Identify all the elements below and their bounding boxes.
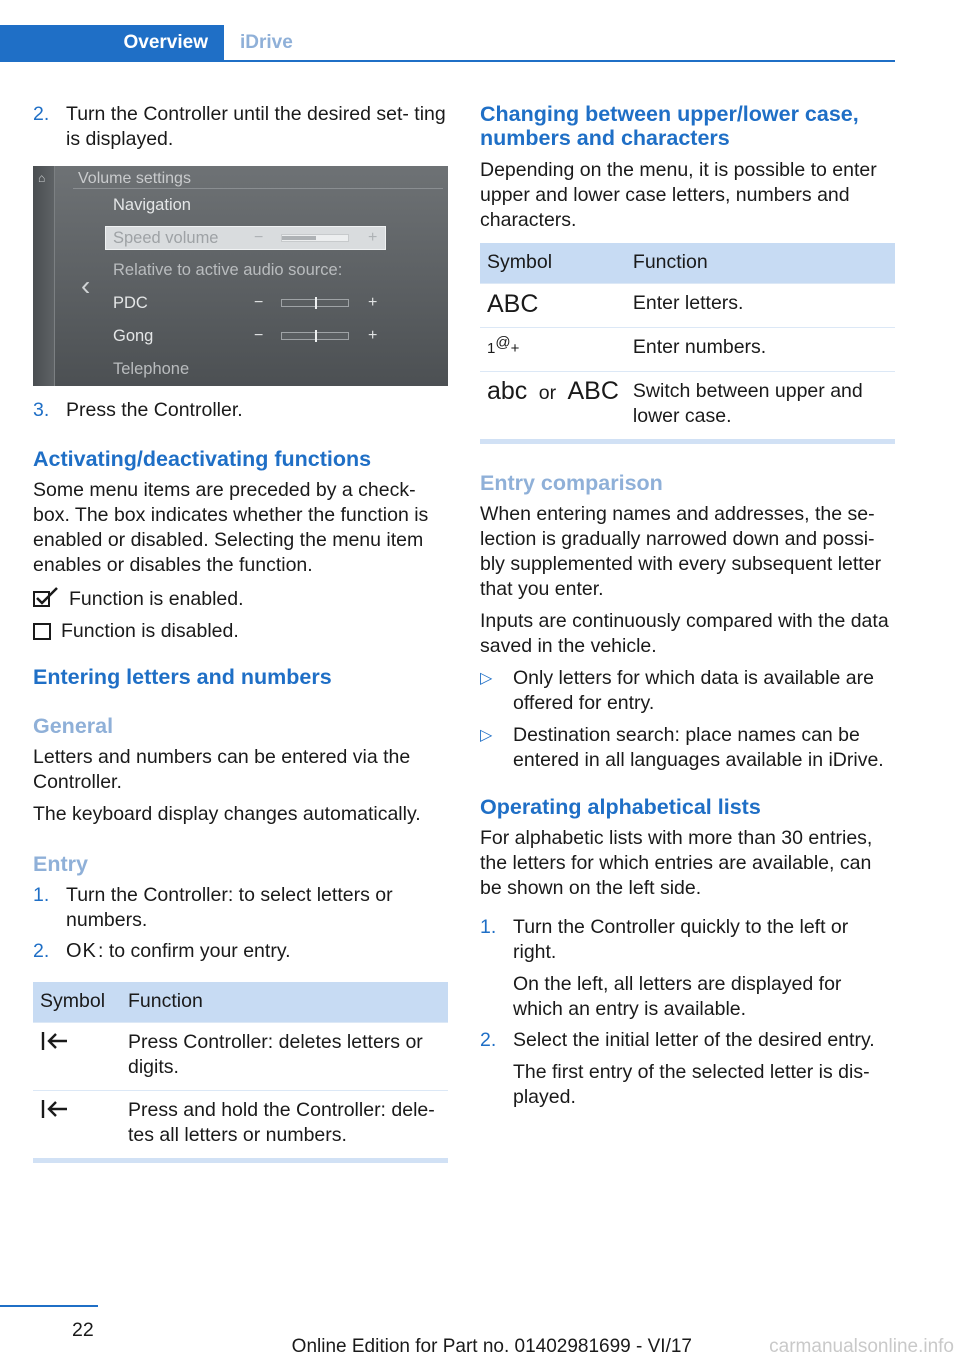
- heading-alphabetical: Operating alphabetical lists: [480, 794, 761, 819]
- paragraph-alphabetical: For alphabetic lists with more than 30 entries, the letters for which entries are available, can be shown on the left side.: [480, 826, 873, 899]
- minus-icon: −: [254, 294, 264, 311]
- table-header-function: Function: [626, 243, 895, 283]
- delete-icon: [33, 1090, 121, 1160]
- plus-icon: +: [368, 327, 378, 344]
- step-number: 2.: [480, 1028, 497, 1051]
- step-3: [33, 398, 448, 423]
- heading-changing: Changing between upper/lower case, numbers and characters: [480, 102, 859, 150]
- table-cell-function: Switch between upper and lower case.: [626, 371, 895, 441]
- paragraph-general-2: The keyboard display changes automatically.: [33, 803, 421, 825]
- tab-overview[interactable]: Overview: [0, 25, 224, 60]
- tab-idrive[interactable]: iDrive: [240, 32, 293, 53]
- step-2: [33, 102, 448, 152]
- bullet-triangle-icon: ▷: [480, 669, 493, 687]
- step-text: Press the Controller.: [66, 399, 243, 421]
- step-text: Turn the Controller: to select letters or numbers.: [66, 884, 393, 931]
- delete-icon: [33, 1022, 121, 1090]
- table-row: [480, 371, 895, 441]
- right-column: [480, 102, 895, 1116]
- heading-entering: Entering letters and numbers: [33, 665, 332, 689]
- step-text: Turn the Controller until the desired set‐ ting is displayed.: [66, 103, 446, 150]
- pdc-slider: [281, 299, 349, 307]
- table-header-row: [33, 982, 448, 1022]
- step-number: 1.: [33, 884, 50, 906]
- speed-volume-slider: [281, 234, 349, 242]
- step-number: 2.: [33, 103, 50, 125]
- table-header-function: Function: [121, 982, 448, 1022]
- heading-activating: Activating/deactivating functions: [33, 447, 372, 471]
- menu-item-label: Speed volume: [113, 229, 219, 247]
- menu-item-gong: Gong: [113, 327, 154, 345]
- minus-icon: −: [254, 229, 264, 246]
- paragraph-changing: Depending on the menu, it is possible to enter upper and lower case letters, numbers and characters.: [480, 159, 877, 231]
- plus-icon: +: [368, 294, 378, 311]
- alpha-step-1: 1. Turn the Controller quickly to the left or right. On the left, all letters are displayed for which an entry is available.: [480, 915, 849, 1020]
- table-header-symbol: Symbol: [33, 982, 121, 1022]
- abc-upper-icon: ABC: [567, 376, 619, 405]
- plus-icon: +: [368, 229, 378, 246]
- abc-upper-icon: ABC: [480, 283, 626, 327]
- volume-settings-screenshot: [33, 166, 448, 386]
- edition-footer: Online Edition for Part no. 01402981699 - VI/17: [291, 1336, 692, 1357]
- page-number-rule: [0, 1305, 98, 1307]
- entry-step-1: [33, 883, 448, 933]
- home-icon: ⌂: [38, 171, 46, 185]
- menu-item-pdc: PDC: [113, 294, 148, 312]
- step-text: : to confirm your entry.: [98, 940, 291, 962]
- step-number: 3.: [33, 399, 50, 421]
- paragraph-activating: Some menu items are preceded by a check‐ box. The box indicates whether the function is enabled or disabled. Selecting the menu item enables or disables the function.: [33, 479, 429, 576]
- table-row: [33, 1090, 448, 1160]
- case-symbol-table: [480, 243, 895, 444]
- menu-item-relative: Relative to active audio source:: [113, 261, 343, 279]
- checkbox-checked-icon: [33, 587, 59, 607]
- checkbox-empty-icon: [33, 623, 51, 640]
- case-switch-icons: [480, 371, 626, 441]
- table-row: [33, 1022, 448, 1090]
- table-row: [480, 327, 895, 371]
- header-tabbar: [0, 25, 895, 62]
- alpha-step-2: 2. Select the initial letter of the desired entry. The first entry of the selected letter is dis‐ played.: [480, 1028, 875, 1108]
- paragraph-general-1: Letters and numbers can be entered via the Controller.: [33, 746, 411, 793]
- table-header-row: [480, 243, 895, 283]
- heading-entry: Entry: [33, 852, 88, 876]
- paragraph-comparison-1: When entering names and addresses, the se‐ lection is gradually narrowed down and possi‐ bly supplemented with every subsequent letter that you enter.: [480, 502, 882, 600]
- ok-icon: OK: [66, 940, 97, 962]
- watermark: carmanualsonline.info: [769, 1336, 954, 1357]
- disabled-row: [33, 617, 448, 649]
- table-cell-function: Enter letters.: [626, 283, 895, 327]
- table-cell-function: Press Controller: deletes letters or digits.: [121, 1022, 448, 1090]
- minus-icon: −: [254, 327, 264, 344]
- abc-lower-icon: abc: [487, 376, 528, 405]
- table-cell-function: Press and hold the Controller: dele‐ tes all letters or numbers.: [121, 1090, 448, 1160]
- heading-comparison: Entry comparison: [480, 470, 663, 495]
- table-cell-function: Enter numbers.: [626, 327, 895, 371]
- disabled-text: Function is disabled.: [61, 620, 239, 642]
- screen-title: Volume settings: [78, 170, 191, 187]
- delete-symbol-table: [33, 982, 448, 1163]
- list-item: ▷ Destination search: place names can be entered in all languages available in iDrive.: [480, 723, 884, 771]
- table-row: [480, 283, 895, 327]
- screen-sidebar: [33, 166, 55, 386]
- paragraph-comparison-2: Inputs are continuously compared with the data saved in the vehicle.: [480, 609, 889, 657]
- menu-item-telephone: Telephone: [113, 360, 190, 378]
- heading-general: General: [33, 714, 114, 738]
- bullet-triangle-icon: ▷: [480, 726, 493, 744]
- left-column: [33, 102, 448, 1163]
- numbers-icon: 1@+: [480, 327, 626, 371]
- screen-title-divider: [73, 188, 443, 189]
- or-text: or: [538, 381, 557, 404]
- list-item: ▷ Only letters for which data is available are offered for entry.: [480, 666, 874, 714]
- gong-slider: [281, 332, 349, 340]
- page-number: 22: [72, 1319, 94, 1341]
- step-number: 1.: [480, 915, 497, 938]
- menu-item-speed-volume-highlighted: [105, 226, 386, 250]
- table-header-symbol: Symbol: [480, 243, 626, 283]
- enabled-text: Function is enabled.: [69, 588, 244, 610]
- back-chevron-icon: ‹: [81, 270, 91, 301]
- entry-step-2: [33, 939, 448, 964]
- menu-item-navigation: Navigation: [113, 196, 191, 214]
- enabled-row: [33, 585, 448, 617]
- step-number: 2.: [33, 940, 50, 962]
